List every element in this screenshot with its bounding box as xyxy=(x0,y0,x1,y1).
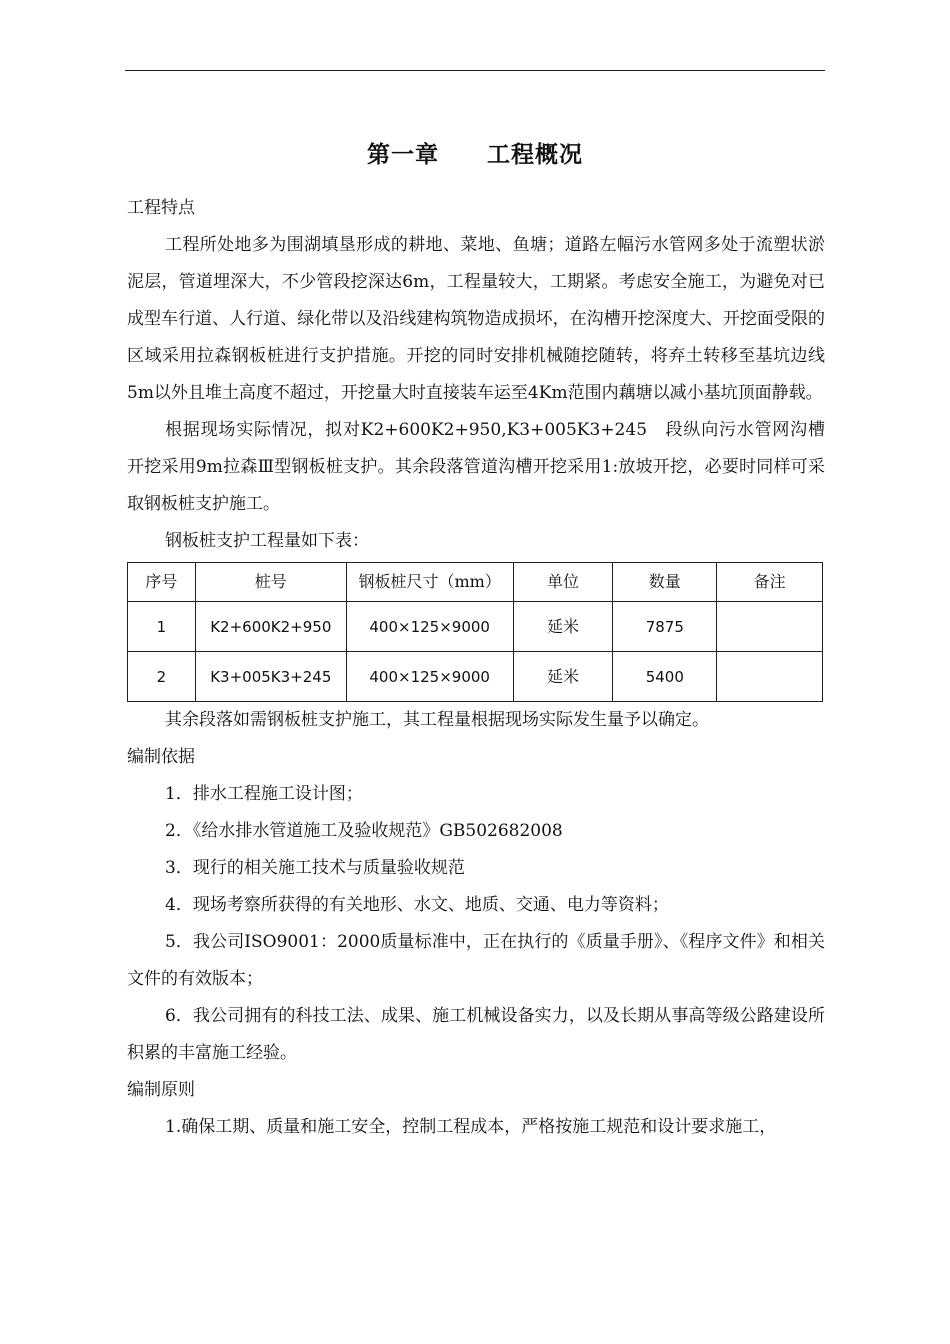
table-cell-quantity: 7875 xyxy=(613,602,717,652)
table-cell-index: 2 xyxy=(128,652,196,702)
quantity-table-wrapper xyxy=(127,562,825,702)
section-heading-features: 工程特点 xyxy=(127,198,195,218)
table-header-cell: 序号 xyxy=(128,563,196,602)
features-paragraph-2: 根据现场实际情况，拟对K2+600K2+950,K3+005K3+245 段纵向污水管网沟槽开挖采用9m拉森Ⅲ型钢板桩支护。其余段落管道沟槽开挖采用1:放坡开挖，必要时同样可采取钢板桩支护施工。 xyxy=(127,420,825,514)
table-row xyxy=(128,652,823,702)
table-header-cell: 数量 xyxy=(613,563,717,602)
table-cell-size: 400×125×9000 xyxy=(346,652,513,702)
table-cell-quantity: 5400 xyxy=(613,652,717,702)
table-cell-remark xyxy=(717,652,823,702)
table-cell-station: K3+005K3+245 xyxy=(195,652,346,702)
header-rule xyxy=(125,70,825,71)
table-cell-index: 1 xyxy=(128,602,196,652)
basis-item: 6．我公司拥有的科技工法、成果、施工机械设备实力，以及长期从事高等级公路建设所积累的丰富施工经验。 xyxy=(127,1006,825,1063)
table-header-cell: 钢板桩尺寸（mm） xyxy=(346,563,513,602)
table-cell-remark xyxy=(717,602,823,652)
quantity-table xyxy=(127,562,823,702)
chapter-title: 第一章 工程概况 xyxy=(367,142,583,168)
table-header-cell: 单位 xyxy=(513,563,613,602)
section-heading-basis: 编制依据 xyxy=(127,747,195,767)
document-body xyxy=(127,190,825,1146)
section-heading-principles: 编制原则 xyxy=(127,1080,195,1100)
features-paragraph-1: 工程所处地多为围湖填垦形成的耕地、菜地、鱼塘；道路左幅污水管网多处于流塑状淤泥层，管道埋深大，不少管段挖深达6m，工程量较大，工期紧。考虑安全施工，为避免对已成型车行道、人行道、绿化带以及沿线建构筑物造成损坏，在沟槽开挖深度大、开挖面受限的区域采用拉森钢板桩进行支护措施。开挖的同时安排机械随挖随转，将弃土转移至基坑边线5m以外且堆土高度不超过，开挖量大时直接装车运至4Km范围内藕塘以减小基坑顶面静载。 xyxy=(127,235,825,403)
basis-item: 3．现行的相关施工技术与质量验收规范 xyxy=(165,858,465,878)
basis-item: 4．现场考察所获得的有关地形、水文、地质、交通、电力等资料； xyxy=(165,895,669,915)
table-cell-unit: 延米 xyxy=(513,652,613,702)
table-cell-station: K2+600K2+950 xyxy=(195,602,346,652)
after-table-paragraph: 其余段落如需钢板桩支护施工，其工程量根据现场实际发生量予以确定。 xyxy=(165,710,709,730)
basis-item: 5．我公司ISO9001：2000质量标准中，正在执行的《质量手册》、《程序文件》和相关文件的有效版本； xyxy=(127,932,825,989)
table-header-cell: 桩号 xyxy=(195,563,346,602)
table-row xyxy=(128,602,823,652)
basis-item: 2．《给水排水管道施工及验收规范》GB502682008 xyxy=(165,821,563,841)
table-cell-size: 400×125×9000 xyxy=(346,602,513,652)
principle-item: 1.确保工期、质量和施工安全，控制工程成本，严格按施工规范和设计要求施工， xyxy=(165,1117,777,1137)
table-header-cell: 备注 xyxy=(717,563,823,602)
table-intro: 钢板桩支护工程量如下表： xyxy=(165,531,369,551)
table-header-row xyxy=(128,563,823,602)
table-cell-unit: 延米 xyxy=(513,602,613,652)
basis-item: 1．排水工程施工设计图； xyxy=(165,784,363,804)
